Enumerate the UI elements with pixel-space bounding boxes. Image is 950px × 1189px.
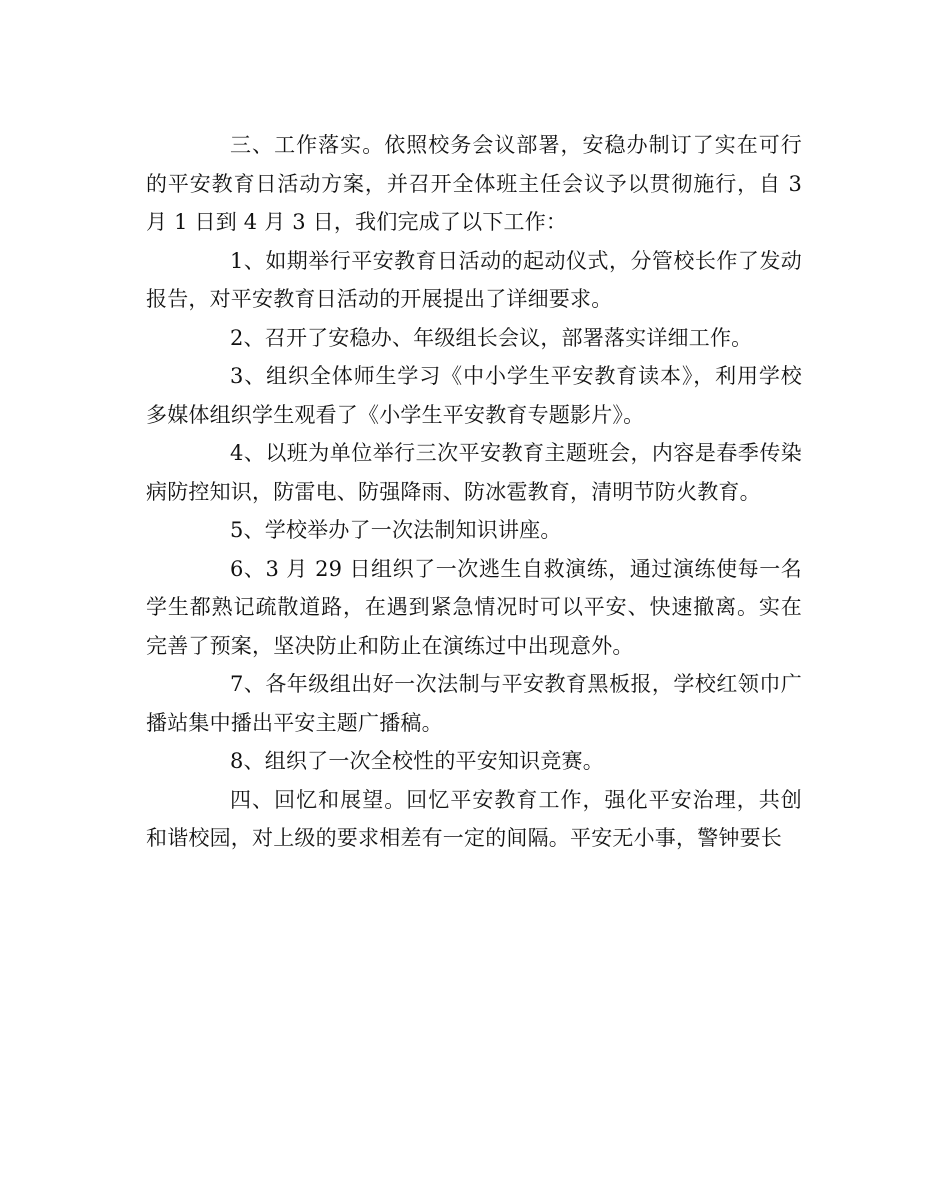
paragraph-item-8: 8、组织了一次全校性的平安知识竞赛。 (230, 749, 604, 773)
paragraph-item-2: 2、召开了安稳办、年级组长会议，部署落实详细工作。 (230, 325, 753, 350)
paragraph-item-5: 5、学校举办了一次法制知识讲座。 (230, 518, 562, 542)
paragraph-work-implementation: 三、工作落实。依照校务会议部署，安稳办制订了实在可行的平安教育日活动方案，并召开全体班主任会议予以贯彻施行，自 3 月 1 日到 4 月 3 日，我们完成了以下工作： (146, 133, 802, 234)
paragraph-item-7: 7、各年级组出好一次法制与平安教育黑板报，学校红领巾广播站集中播出平安主题广播稿。 (146, 672, 802, 735)
paragraph-item-3: 3、组织全体师生学习《中小学生平安教育读本》，利用学校多媒体组织学生观看了《小学生平安教育专题影片》。 (146, 364, 802, 427)
paragraph-item-4: 4、以班为单位举行三次平安教育主题班会，内容是春季传染病防控知识，防雷电、防强降雨、防冰雹教育，清明节防火教育。 (146, 441, 802, 504)
paragraph-item-6: 6、3 月 29 日组织了一次逃生自救演练，通过演练使每一名学生都熟记疏散道路，在遇到紧急情况时可以平安、快速撤离。实在完善了预案，坚决防止和防止在演练过中出现意外。 (146, 556, 802, 658)
document-body (146, 126, 802, 858)
paragraph-item-1: 1、如期举行平安教育日活动的起动仪式，分管校长作了发动报告，对平安教育日活动的开展提出了详细要求。 (146, 248, 802, 311)
paragraph-review-outlook: 四、回忆和展望。回忆平安教育工作，强化平安治理，共创和谐校园，对上级的要求相差有一定的间隔。平安无小事，警钟要长 (146, 787, 802, 850)
